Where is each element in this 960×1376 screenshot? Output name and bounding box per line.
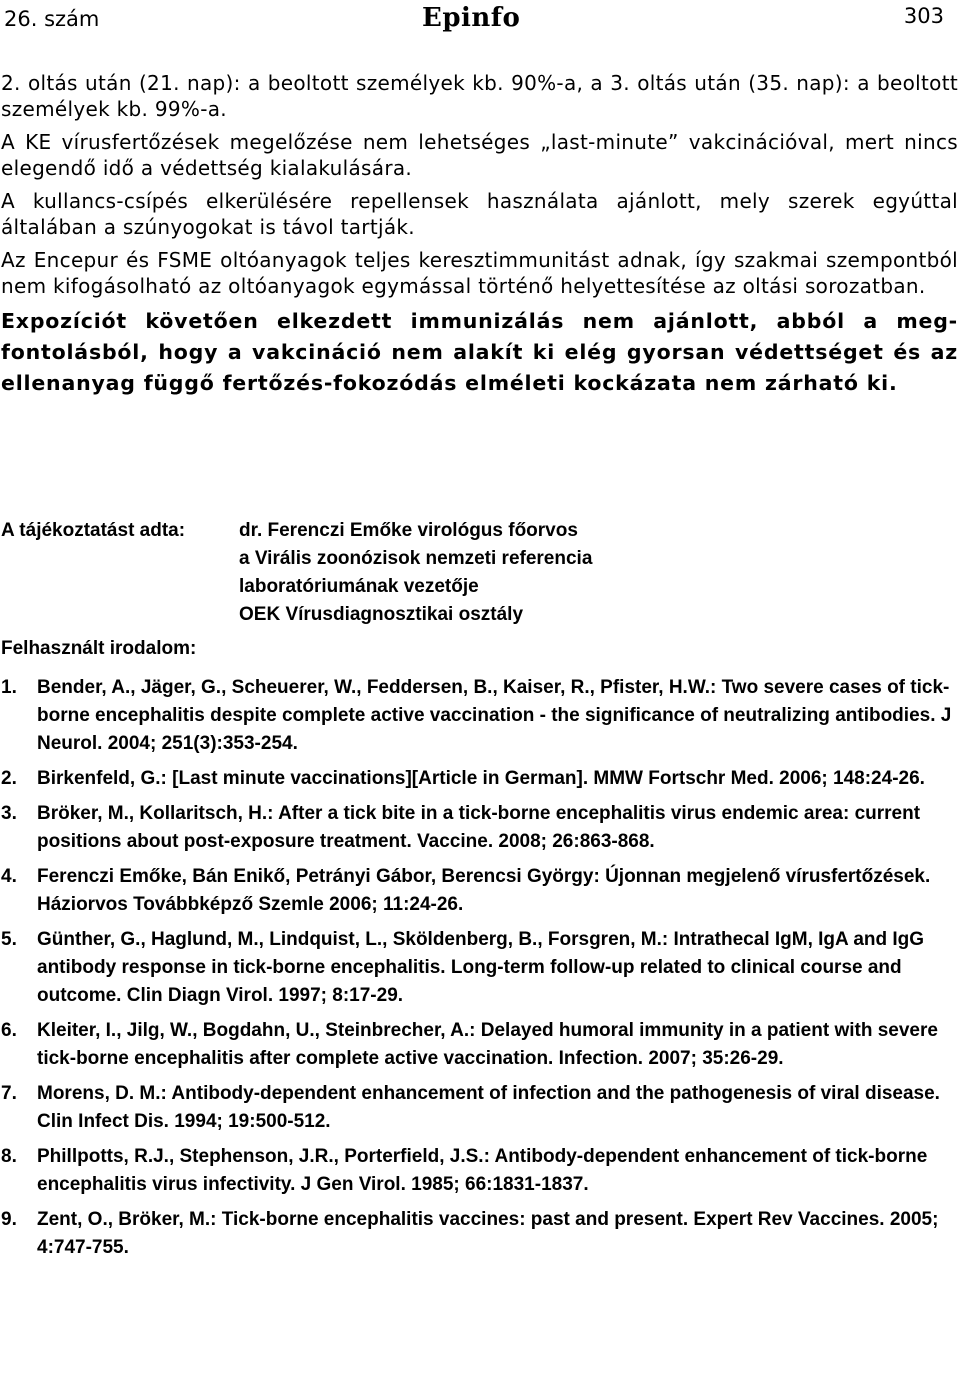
issue-number: 26. szám bbox=[4, 7, 100, 31]
reference-number: 6. bbox=[1, 1020, 17, 1041]
reference-text: Morens, D. M.: Antibody-dependent enhancement of infection and the pathogenesis of viral disease. Clin Infect Dis. 1994; 19:500-512. bbox=[37, 1083, 940, 1132]
reference-item bbox=[1, 926, 958, 1010]
reference-number: 4. bbox=[1, 866, 17, 887]
paragraph-repellents: A kullancs-csípés elkerülésére repellensek használata ajánlott, mely szerek egyúttal általában a szúnyogokat is távol tartják. bbox=[1, 189, 958, 239]
reference-item bbox=[1, 863, 958, 919]
reference-text: Günther, G., Haglund, M., Lindquist, L., Sköldenberg, B., Forsgren, M.: Intrathecal IgM, IgA and IgG antibody response in tick-borne encephalitis. Long-term follow-up related to clinical course and outcome. Clin Diagn Virol. 1997; 8:17-29. bbox=[37, 929, 925, 1006]
reference-number: 7. bbox=[1, 1083, 17, 1104]
publication-logo: Epinfo bbox=[422, 3, 521, 33]
reference-item bbox=[1, 1017, 958, 1073]
reference-text: Zent, O., Bröker, M.: Tick-borne encephalitis vaccines: past and present. Expert Rev Vaccines. 2005; 4:747-755. bbox=[37, 1209, 939, 1258]
article-body bbox=[1, 70, 958, 406]
information-credit bbox=[1, 517, 958, 629]
credit-line: a Virális zoonózisok nemzeti referencia bbox=[239, 548, 593, 569]
reference-text: Phillpotts, R.J., Stephenson, J.R., Porterfield, J.S.: Antibody-dependent enhancement of tick-borne encephalitis virus infectivity. J Gen Virol. 1985; 66:1831-1837. bbox=[37, 1146, 928, 1195]
reference-text: Birkenfeld, G.: [Last minute vaccinations][Article in German]. MMW Fortschr Med. 2006; 148:24-26. bbox=[37, 768, 925, 789]
reference-item bbox=[1, 1080, 958, 1136]
reference-text: Ferenczi Emőke, Bán Enikő, Petrányi Gábor, Berencsi György: Újonnan megjelenő vírusfertőzések. Háziorvos Továbbképző Szemle 2006; 11:24-26. bbox=[37, 866, 931, 915]
reference-item bbox=[1, 765, 958, 793]
paragraph-post-exposure: Expozíciót követően elkezdett immunizálás nem ajánlott, abból a meg-fontolásból, hogy a vakcináció nem alakít ki elég gyorsan védettséget és az ellenanyag függő fertőzés-fokozódás elméleti kockázata nem zárható ki. bbox=[1, 309, 958, 395]
paragraph-last-minute: A KE vírusfertőzések megelőzése nem lehetséges „last-minute” vakcinációval, mert nincs elegendő idő a védettség kialakulására. bbox=[1, 130, 958, 180]
credit-label: A tájékoztatást adta: bbox=[1, 520, 186, 541]
reference-text: Kleiter, I., Jilg, W., Bogdahn, U., Steinbrecher, A.: Delayed humoral immunity in a patient with severe tick-borne encephalitis after complete active vaccination. Infection. 2007; 35:26-29. bbox=[37, 1020, 938, 1069]
paragraph-vaccination-rates: 2. oltás után (21. nap): a beoltott személyek kb. 90%-a, a 3. oltás után (35. nap): a beoltott személyek kb. 99%-a. bbox=[1, 71, 958, 121]
reference-number: 2. bbox=[1, 768, 17, 789]
reference-text: Bröker, M., Kollaritsch, H.: After a tick bite in a tick-borne encephalitis virus endemic area: current positions about post-exposure treatment. Vaccine. 2008; 26:863-868. bbox=[37, 803, 921, 852]
reference-item bbox=[1, 674, 958, 758]
paragraph-cross-immunity: Az Encepur és FSME oltóanyagok teljes keresztimmunitást adnak, így szakmai szempontból nem kifogásolható az oltóanyagok egymással történő helyettesítése az oltási sorozatban. bbox=[1, 248, 958, 298]
reference-list bbox=[1, 674, 958, 1269]
reference-number: 3. bbox=[1, 803, 17, 824]
credit-line: OEK Vírusdiagnosztikai osztály bbox=[239, 604, 524, 625]
page-number: 303 bbox=[903, 4, 944, 28]
credit-line: laboratóriumának vezetője bbox=[239, 576, 479, 597]
credit-line: dr. Ferenczi Emőke virológus főorvos bbox=[239, 520, 578, 541]
reference-item bbox=[1, 1143, 958, 1199]
reference-item bbox=[1, 1206, 958, 1262]
page-header bbox=[0, 0, 960, 40]
literature-title: Felhasznált irodalom: bbox=[1, 638, 197, 659]
reference-number: 8. bbox=[1, 1146, 17, 1167]
reference-number: 9. bbox=[1, 1209, 17, 1230]
reference-number: 1. bbox=[1, 677, 17, 698]
reference-number: 5. bbox=[1, 929, 17, 950]
reference-item bbox=[1, 800, 958, 856]
reference-text: Bender, A., Jäger, G., Scheuerer, W., Feddersen, B., Kaiser, R., Pfister, H.W.: Two severe cases of tick-borne encephalitis despite complete active vaccination - the significance of neutralizing antibodies. J Neurol. 2004; 251(3):353-254. bbox=[37, 677, 952, 754]
